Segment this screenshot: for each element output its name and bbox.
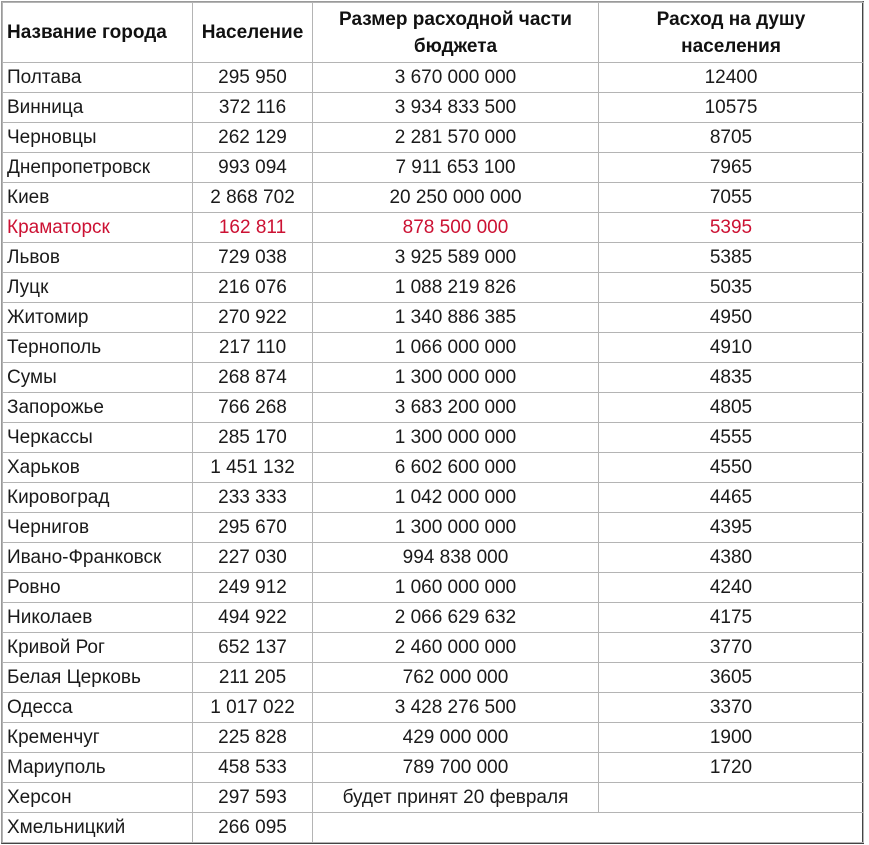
cell-city: Черновцы [3, 123, 193, 153]
cell-city: Черкассы [3, 423, 193, 453]
header-population: Население [193, 3, 313, 63]
cell-population: 993 094 [193, 153, 313, 183]
cell-per-capita: 3770 [599, 633, 864, 663]
cell-budget: 3 934 833 500 [313, 93, 599, 123]
cell-population: 295 950 [193, 63, 313, 93]
cell-per-capita: 12400 [599, 63, 864, 93]
cell-city: Ивано-Франковск [3, 543, 193, 573]
table-row [3, 393, 864, 423]
cell-population: 297 593 [193, 783, 313, 813]
cell-budget: 1 340 886 385 [313, 303, 599, 333]
cell-per-capita: 7965 [599, 153, 864, 183]
table-row [3, 453, 864, 483]
cell-budget: 762 000 000 [313, 663, 599, 693]
cell-population: 266 095 [193, 813, 313, 843]
cell-city: Львов [3, 243, 193, 273]
cell-population: 458 533 [193, 753, 313, 783]
cell-per-capita [599, 783, 864, 813]
table-header-row [3, 3, 864, 63]
cell-budget: 3 670 000 000 [313, 63, 599, 93]
cell-budget: будет принят 20 февраля [313, 783, 599, 813]
cell-city: Кировоград [3, 483, 193, 513]
table-row [3, 603, 864, 633]
cell-population: 2 868 702 [193, 183, 313, 213]
table-row [3, 783, 864, 813]
cell-budget: 878 500 000 [313, 213, 599, 243]
cell-city: Херсон [3, 783, 193, 813]
cell-budget: 994 838 000 [313, 543, 599, 573]
cell-per-capita: 4805 [599, 393, 864, 423]
cell-population: 285 170 [193, 423, 313, 453]
table-row [3, 663, 864, 693]
cell-population: 227 030 [193, 543, 313, 573]
cell-budget: 1 300 000 000 [313, 363, 599, 393]
cell-city: Хмельницкий [3, 813, 193, 843]
cell-empty [313, 813, 864, 843]
cell-budget: 20 250 000 000 [313, 183, 599, 213]
cell-budget: 1 088 219 826 [313, 273, 599, 303]
cell-city: Днепропетровск [3, 153, 193, 183]
cell-population: 249 912 [193, 573, 313, 603]
cell-city: Тернополь [3, 333, 193, 363]
table-row [3, 483, 864, 513]
cell-population: 233 333 [193, 483, 313, 513]
cell-budget: 789 700 000 [313, 753, 599, 783]
cell-population: 262 129 [193, 123, 313, 153]
cell-per-capita: 1900 [599, 723, 864, 753]
cell-per-capita: 1720 [599, 753, 864, 783]
cell-population: 494 922 [193, 603, 313, 633]
table-row [3, 213, 864, 243]
table-row [3, 633, 864, 663]
cell-city: Полтава [3, 63, 193, 93]
table-row [3, 93, 864, 123]
table-row [3, 363, 864, 393]
cell-per-capita: 4950 [599, 303, 864, 333]
table-row [3, 183, 864, 213]
cell-population: 372 116 [193, 93, 313, 123]
cell-budget: 429 000 000 [313, 723, 599, 753]
cell-budget: 7 911 653 100 [313, 153, 599, 183]
cell-population: 766 268 [193, 393, 313, 423]
cell-city: Харьков [3, 453, 193, 483]
table-row [3, 693, 864, 723]
cell-city: Житомир [3, 303, 193, 333]
cell-budget: 3 925 589 000 [313, 243, 599, 273]
cell-budget: 2 460 000 000 [313, 633, 599, 663]
cell-population: 729 038 [193, 243, 313, 273]
cell-population: 217 110 [193, 333, 313, 363]
cell-budget: 6 602 600 000 [313, 453, 599, 483]
cell-population: 1 451 132 [193, 453, 313, 483]
cell-city: Белая Церковь [3, 663, 193, 693]
cell-population: 295 670 [193, 513, 313, 543]
cell-per-capita: 4550 [599, 453, 864, 483]
cell-per-capita: 5035 [599, 273, 864, 303]
cell-per-capita: 4835 [599, 363, 864, 393]
table-row [3, 303, 864, 333]
cell-budget: 1 042 000 000 [313, 483, 599, 513]
table-row [3, 63, 864, 93]
cell-population: 225 828 [193, 723, 313, 753]
table-row [3, 423, 864, 453]
table-row [3, 273, 864, 303]
table-row [3, 243, 864, 273]
table-row [3, 723, 864, 753]
cell-budget: 1 060 000 000 [313, 573, 599, 603]
cell-budget: 2 066 629 632 [313, 603, 599, 633]
budget-table-container [1, 1, 864, 844]
header-per-capita: Расход на душу населения [599, 3, 864, 63]
cell-budget: 1 300 000 000 [313, 423, 599, 453]
table-row [3, 813, 864, 843]
city-budget-table [2, 2, 864, 843]
cell-per-capita: 3370 [599, 693, 864, 723]
cell-per-capita: 4395 [599, 513, 864, 543]
cell-per-capita: 4465 [599, 483, 864, 513]
table-row [3, 513, 864, 543]
cell-city: Луцк [3, 273, 193, 303]
cell-population: 211 205 [193, 663, 313, 693]
cell-per-capita: 5385 [599, 243, 864, 273]
cell-budget: 1 300 000 000 [313, 513, 599, 543]
cell-budget: 1 066 000 000 [313, 333, 599, 363]
cell-population: 652 137 [193, 633, 313, 663]
cell-city: Винница [3, 93, 193, 123]
cell-per-capita: 4910 [599, 333, 864, 363]
cell-city: Краматорск [3, 213, 193, 243]
cell-city: Киев [3, 183, 193, 213]
cell-population: 268 874 [193, 363, 313, 393]
table-row [3, 573, 864, 603]
cell-budget: 3 683 200 000 [313, 393, 599, 423]
cell-city: Одесса [3, 693, 193, 723]
table-row [3, 153, 864, 183]
cell-per-capita: 4555 [599, 423, 864, 453]
cell-per-capita: 4380 [599, 543, 864, 573]
cell-budget: 2 281 570 000 [313, 123, 599, 153]
cell-per-capita: 4240 [599, 573, 864, 603]
table-row [3, 123, 864, 153]
cell-city: Чернигов [3, 513, 193, 543]
table-body [3, 63, 864, 843]
cell-budget: 3 428 276 500 [313, 693, 599, 723]
cell-per-capita: 7055 [599, 183, 864, 213]
header-budget: Размер расходной части бюджета [313, 3, 599, 63]
cell-population: 216 076 [193, 273, 313, 303]
cell-per-capita: 10575 [599, 93, 864, 123]
cell-city: Запорожье [3, 393, 193, 423]
cell-per-capita: 8705 [599, 123, 864, 153]
cell-city: Кривой Рог [3, 633, 193, 663]
cell-population: 1 017 022 [193, 693, 313, 723]
header-city: Название города [3, 3, 193, 63]
cell-city: Мариуполь [3, 753, 193, 783]
cell-per-capita: 5395 [599, 213, 864, 243]
cell-per-capita: 4175 [599, 603, 864, 633]
table-row [3, 543, 864, 573]
cell-population: 270 922 [193, 303, 313, 333]
cell-population: 162 811 [193, 213, 313, 243]
cell-city: Сумы [3, 363, 193, 393]
cell-city: Ровно [3, 573, 193, 603]
cell-per-capita: 3605 [599, 663, 864, 693]
cell-city: Кременчуг [3, 723, 193, 753]
table-row [3, 753, 864, 783]
cell-city: Николаев [3, 603, 193, 633]
table-row [3, 333, 864, 363]
